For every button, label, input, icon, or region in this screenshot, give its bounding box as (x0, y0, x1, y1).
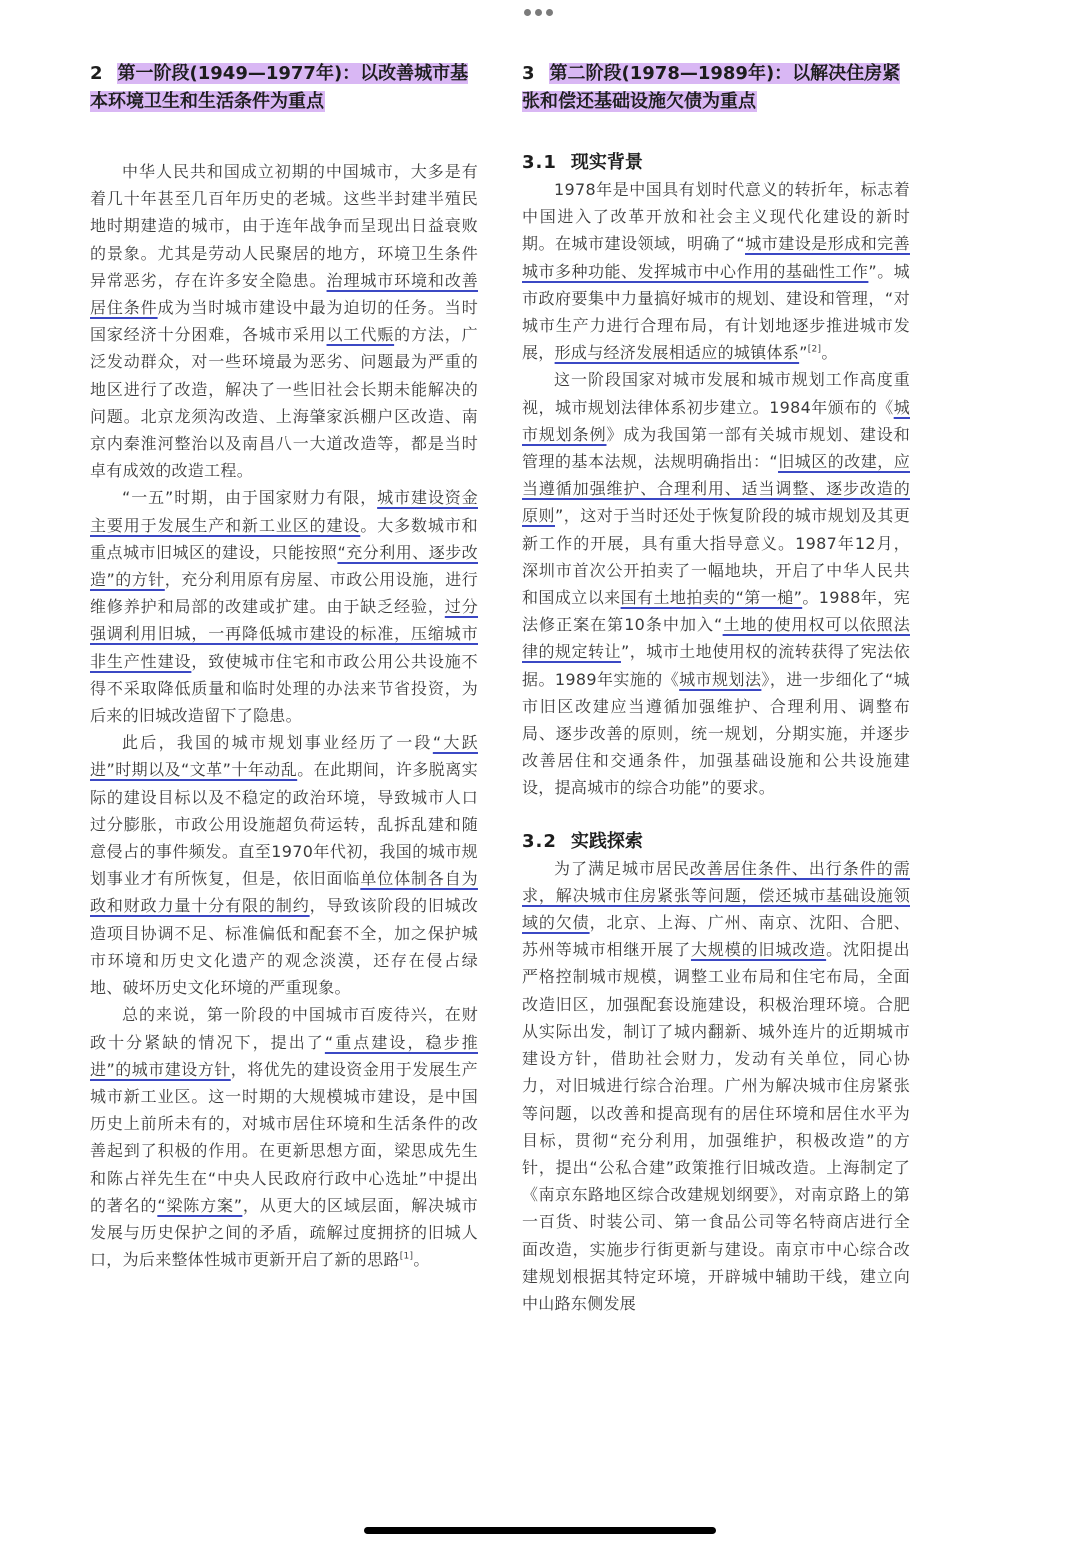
left-body (90, 158, 478, 1273)
text-run: 这一阶段国家对城市发展和城市规划工作高度重视，城市规划法律体系初步建立。1984年颁布的《 (522, 370, 910, 417)
section-3-heading (522, 60, 910, 116)
underlined-text: 治理城市环境和改善居住条件 (90, 270, 479, 318)
underlined-text: 单位体制各自为政和财政力量十分有限的制约 (90, 869, 478, 916)
text-run: 1978年是中国具有划时代意义的转折年，标志着中国进入了改革开放和社会主义现代化建设的新时期。在城市建设领域，明确了“ (522, 180, 910, 254)
paragraph (90, 729, 478, 1001)
underlined-text: 以工代赈 (326, 325, 395, 345)
citation-ref[interactable]: [2] (807, 344, 822, 355)
text-run: 中华人民共和国成立初期的中国城市，大多是有着几十年甚至几百年历史的老城。这些半封建半殖民地时期建造的城市，由于连年战争而呈现出日益衰败的景象。尤其是劳动人民聚居的地方，环境卫生条件异常恶劣，存在许多安全隐患。 (90, 162, 478, 290)
underlined-text: 改善居住条件、出行条件的需求，解决城市住房紧张等问题，偿还城市基础设施领域的欠债 (522, 858, 911, 933)
underlined-text: “大跃进”时期以及“文革”十年动乱 (90, 733, 478, 780)
underlined-text: 城市建设是形成和完善城市多种功能、发挥城市中心作用的基础性工作 (522, 234, 910, 281)
underlined-text: 形成与经济发展相适应的城镇体系 (554, 343, 800, 363)
text-run: 。 (413, 1250, 430, 1270)
subsection-number: 3.2 (522, 830, 557, 852)
text-run: ”，这对于当时还处于恢复阶段的城市规划及其更新工作的开展，具有重大指导意义。1987年12月，深圳市首次公开拍卖了一幅地块，开启了中华人民共和国成立以来 (522, 506, 910, 608)
section-number: 3 (522, 63, 535, 84)
text-run: 为了满足城市居民 (554, 858, 690, 878)
subsection-title: 现实背景 (570, 152, 643, 173)
home-indicator[interactable] (364, 1527, 716, 1534)
paragraph (90, 484, 478, 729)
text-run: 此后，我国的城市规划事业经历了一段 (122, 733, 433, 753)
section-2-heading (90, 60, 478, 116)
text-run: ，充分利用原有房屋、市政公用设施，进行维修养护和局部的改建或扩建。由于缺乏经验， (90, 570, 479, 617)
text-run: 。沈阳提出严格控制城市规模，调整工业布局和住宅布局，全面改造旧区，加强配套设施建设，积极治理环境。合肥从实际出发，制订了城内翻新、城外连片的近期城市建设方针，借助社会财力，发动有关单位，同心协力，对旧城进行综合治理。广州为解决城市住房紧张等问题，以改善和提高现有的居住环境和居住水平为目标，贯彻“充分利用，加强维护，积极改造”的方针，提出“公私合建”政策推行旧城改造。上海制定了《南京东路地区综合改建规划纲要》，对南京路上的第一百货、时装公司、第一食品公司等名特商店进行全面改造，实施步行街更新与建设。南京市中心综合改建规划根据其特定环境，开辟城中辅助干线，建立向中山路东侧发展 (522, 940, 910, 1313)
dot (535, 9, 542, 16)
subsection-3-1-heading (522, 150, 910, 176)
paragraph (522, 176, 910, 366)
text-run: ，将优先的建设资金用于发展生产城市新工业区。这一时期的大规模城市建设，是中国历史上前所未有的，对城市居住环境和生活条件的改善起到了积极的作用。在更新思想方面，梁思成先生和陈占祥先生在“中央人民政府行政中心选址”中提出的著名的 (90, 1059, 478, 1215)
left-column (90, 60, 478, 1273)
underlined-text: “梁陈方案” (157, 1195, 243, 1215)
text-run: 。1988年，宪法修正案在第10条中加入“ (522, 588, 910, 635)
subsection-number: 3.1 (522, 152, 557, 173)
underlined-text: “充分利用、逐步改造”的方针 (90, 542, 478, 590)
underlined-text: 城市规划法 (679, 669, 762, 689)
text-run: 。大多数城市和重点城市旧城区的建设，只能按照 (90, 515, 478, 562)
right-column (522, 60, 910, 1317)
text-run: “一五”时期，由于国家财力有限， (122, 488, 378, 508)
text-run: 》，进一步细化了“城市旧区改建应当遵循加强维护、合理利用、调整布局、逐步改善的原则，统一规划，分期实施，并逐步改善居住和交通条件，加强基础设施和公共设施建设，提高城市的综合功能”的要求。 (522, 669, 910, 798)
text-run: ，北京、上海、广州、南京、沈阳、合肥、苏州等城市相继开展了 (522, 913, 911, 960)
text-run: 成为当时城市建设中最为迫切的任务。当时国家经济十分困难，各城市采用 (90, 298, 479, 345)
underlined-text: “重点建设，稳步推进”的城市建设方针 (90, 1032, 478, 1079)
section-title-highlight: 第二阶段(1978—1989年)：以解决住房紧张和偿还基础设施欠债为重点 (522, 63, 901, 112)
section-title-highlight: 第一阶段(1949—1977年)：以改善城市基本环境卫生和生活条件为重点 (90, 63, 469, 112)
citation-ref[interactable]: [1] (399, 1251, 414, 1262)
underlined-text: 城市规划条例 (522, 397, 910, 444)
underlined-text: 旧城区的改建，应当遵循加强维护、合理利用、适当调整、逐步改造的原则 (522, 452, 910, 526)
dot (546, 9, 553, 16)
dot (524, 9, 531, 16)
text-run: ”。城市政府要集中力量搞好城市的规划、建设和管理，“对城市生产力进行合理布局，有计划地逐步推进城市发展， (522, 261, 910, 363)
text-run: ，从更大的区域层面，解决城市发展与历史保护之间的矛盾，疏解过度拥挤的旧城人口，为后来整体性城市更新开启了新的思路 (90, 1195, 478, 1270)
underlined-text: 过分强调利用旧城，一再降低城市建设的标准，压缩城市非生产性建设 (90, 597, 478, 671)
underlined-text: 大规模的旧城改造 (690, 940, 827, 960)
text-run: 。在此期间，许多脱离实际的建设目标以及不稳定的政治环境，导致城市人口过分膨胀，市政公用设施超负荷运转，乱拆乱建和随意侵占的事件频发。直至1970年代初，我国的城市规划事业才有所恢复，但是，依旧面临 (90, 760, 478, 889)
paragraph (90, 158, 478, 484)
underlined-text: 国有土地拍卖的“第一槌” (620, 588, 803, 608)
text-run: 》成为我国第一部有关城市规划、建设和管理的基本法规，法规明确指出：“ (522, 424, 910, 472)
more-options-icon[interactable] (524, 9, 553, 16)
paragraph (90, 1001, 478, 1273)
text-run: ” (799, 343, 808, 363)
underlined-text: 土地的使用权可以依照法律的规定转让 (522, 615, 910, 662)
underlined-text: 城市建设资金主要用于发展生产和新工业区的建设 (90, 488, 478, 535)
text-run: 。 (821, 343, 838, 363)
text-run: ”，城市土地使用权的流转获得了宪法依据。1989年实施的《 (522, 642, 910, 689)
subsection-3-2-body (522, 855, 910, 1317)
subsection-3-1-body (522, 176, 910, 802)
paragraph (522, 366, 910, 801)
subsection-title: 实践探索 (570, 830, 643, 852)
text-run: ，导致该阶段的旧城改造项目协调不足、标准偏低和配套不全，加之保护城市环境和历史文化遗产的观念淡漠，还存在侵占绿地、破坏历史文化环境的严重现象。 (90, 896, 478, 998)
text-run: ，致使城市住宅和市政公用公共设施不得不采取降低质量和临时处理的办法来节省投资，为后来的旧城改造留下了隐患。 (90, 651, 478, 726)
subsection-3-2-heading (522, 829, 910, 855)
text-run: 的方法，广泛发动群众，对一些环境最为恶劣、问题最为严重的地区进行了改造，解决了一些旧社会长期未能解决的问题。北京龙须沟改造、上海肇家浜棚户区改造、南京内秦淮河整治以及南昌八一大道改造等，都是当时卓有成效的改造工程。 (90, 325, 478, 481)
text-run: 总的来说，第一阶段的中国城市百废待兴，在财政十分紧缺的情况下，提出了 (90, 1005, 478, 1052)
paragraph (522, 855, 910, 1317)
section-number: 2 (90, 63, 103, 84)
